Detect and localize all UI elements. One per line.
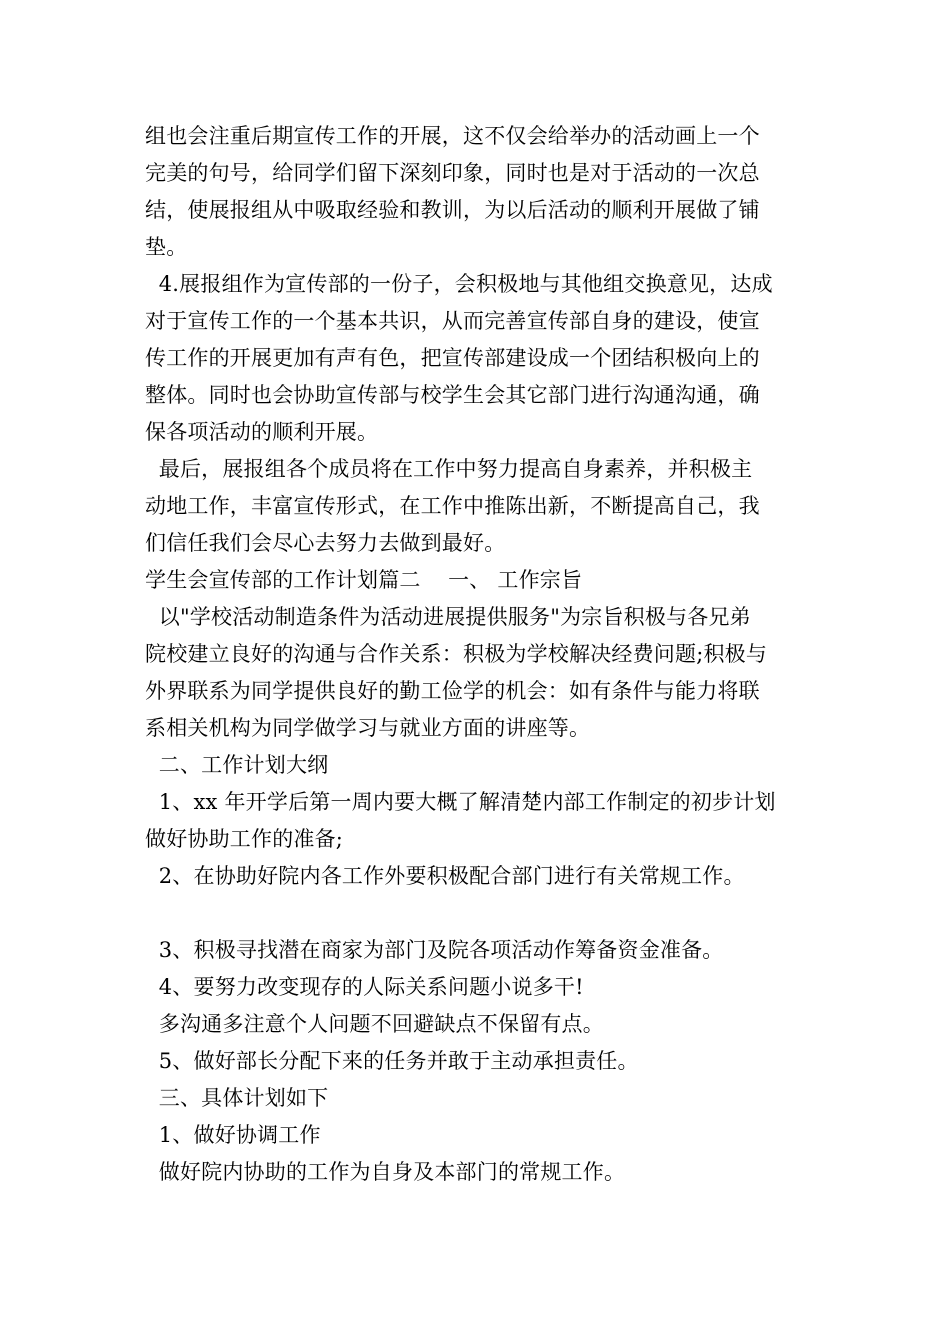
list-item: 1、xx 年开学后第一周内要大概了解清楚内部工作制定的初步计划 (145, 790, 776, 814)
paragraph-line: 最后，展报组各个成员将在工作中努力提高自身素养，并积极主 (145, 457, 753, 481)
paragraph-line: 多沟通多注意个人问题不回避缺点不保留有点。 (145, 1012, 604, 1036)
paragraph-line: 以"学校活动制造条件为活动进展提供服务"为宗旨积极与各兄弟 (145, 605, 751, 629)
paragraph-line: 垫。 (145, 235, 188, 259)
list-item: 4、要努力改变现存的人际关系问题小说多干! (145, 975, 584, 999)
list-item: 3、积极寻找潜在商家为部门及院各项活动作筹备资金准备。 (145, 938, 724, 962)
list-item: 5、做好部长分配下来的任务并敢于主动承担责任。 (145, 1049, 639, 1073)
section-heading: 学生会宣传部的工作计划篇二 一、 工作宗旨 (145, 568, 583, 592)
paragraph-line: 院校建立良好的沟通与合作关系：积极为学校解决经费问题;积极与 (145, 642, 768, 666)
subheading: 二、工作计划大纲 (145, 753, 329, 777)
list-item: 1、做好协调工作 (145, 1123, 321, 1147)
paragraph-line: 完美的句号，给同学们留下深刻印象，同时也是对于活动的一次总 (145, 161, 760, 185)
paragraph-line: 保各项活动的顺利开展。 (145, 420, 379, 444)
list-item: 2、在协助好院内各工作外要积极配合部门进行有关常规工作。 (145, 864, 745, 888)
paragraph-line: 做好院内协助的工作为自身及本部门的常规工作。 (145, 1160, 626, 1184)
paragraph-line: 动地工作，丰富宣传形式，在工作中推陈出新，不断提高自己，我 (145, 494, 760, 518)
subheading: 三、具体计划如下 (145, 1086, 329, 1110)
paragraph-line: 整体。同时也会协助宣传部与校学生会其它部门进行沟通沟通，确 (145, 383, 760, 407)
paragraph-line: 们信任我们会尽心去努力去做到最好。 (145, 531, 506, 555)
paragraph-line: 系相关机构为同学做学习与就业方面的讲座等。 (145, 716, 591, 740)
paragraph-line: 做好协助工作的准备; (145, 827, 344, 851)
paragraph-line: 结，使展报组从中吸取经验和教训，为以后活动的顺利开展做了铺 (145, 198, 760, 222)
paragraph-line: 组也会注重后期宣传工作的开展，这不仅会给举办的活动画上一个 (145, 124, 760, 148)
paragraph-line: 4.展报组作为宣传部的一份子，会积极地与其他组交换意见，达成 (145, 272, 773, 296)
paragraph-line: 对于宣传工作的一个基本共识，从而完善宣传部自身的建设，使宣 (145, 309, 760, 333)
paragraph-line: 外界联系为同学提供良好的勤工俭学的机会：如有条件与能力将联 (145, 679, 760, 703)
paragraph-line: 传工作的开展更加有声有色，把宣传部建设成一个团结积极向上的 (145, 346, 760, 370)
